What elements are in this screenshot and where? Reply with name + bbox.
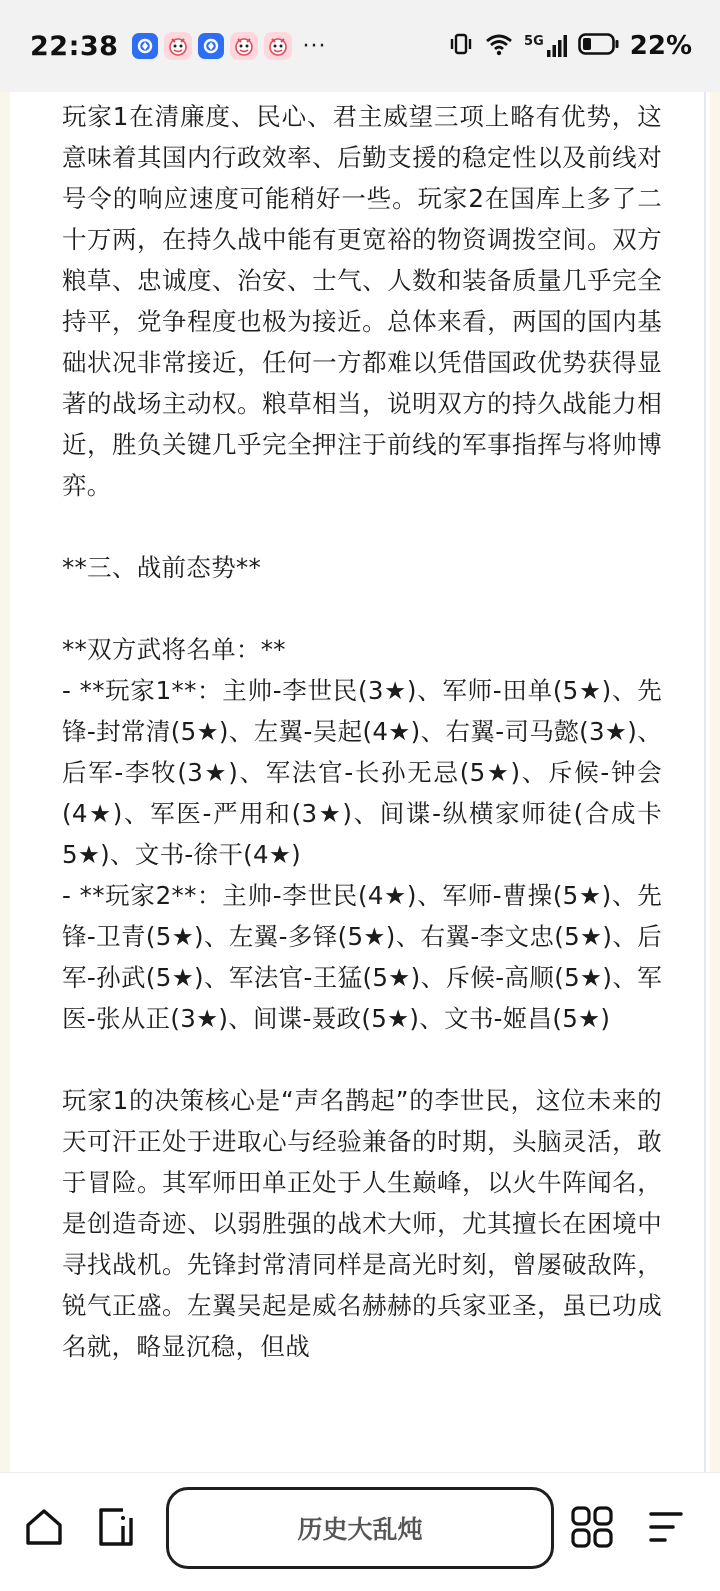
scroll-track: [704, 92, 706, 1472]
battery-percent: 22%: [629, 31, 692, 61]
mascot-notification-icon: [164, 32, 192, 60]
wifi-icon: [484, 32, 514, 60]
article-paragraph: 玩家1的决策核心是“声名鹊起”的李世民，这位未来的天可汗正处于进取心与经验兼备的时期，头脑灵活，敢于冒险。其军师田单正处于人生巅峰，以火牛阵闻名，是创造奇迹、以弱胜强的战术大师，尤其擅长在困境中寻找战机。先锋封常清同样是高光时刻，曾屡破敌阵，锐气正盛。左翼吴起是威名赫赫的兵家亚圣，虽已功成名就，略显沉稳，但战: [62, 1086, 662, 1361]
cellular-signal-icon: [524, 34, 568, 58]
article-paragraph: 玩家1在清廉度、民心、君主威望三项上略有优势，这意味着其国内行政效率、后勤支援的稳定性以及前线对号令的响应速度可能稍好一些。玩家2在国库上多了二十万两，在持久战中能有更宽裕的物资调拨空间。双方粮草、忠诚度、治安、士气、人数和装备质量几乎完全持平，党争程度也极为接近。总体来看，两国的国内基础状况非常接近，任何一方都难以凭借国政优势获得显著的战场主动权。粮草相当，说明双方的持久战能力相近，胜负关键几乎完全押注于前线的军事指挥与将帅博弈。: [62, 102, 662, 500]
roster-heading: **双方武将名单：**: [62, 635, 286, 664]
player1-roster: - **玩家1**：主帅-李世民(3★)、军师-田单(5★)、先锋-封常清(5★)、左翼-吴起(4★)、右翼-司马懿(3★)、后军-李牧(3★)、军法官-长孙无忌(5★)、斥候-钟会(4★)、军医-严用和(3★)、间谍-纵横家师徒(合成卡5★)、文书-徐干(4★): [62, 676, 662, 869]
mascot-notification-icon: [230, 32, 258, 60]
reader-button[interactable]: [88, 1499, 144, 1555]
mascot-notification-icon: [264, 32, 292, 60]
status-bar: [0, 0, 720, 92]
home-icon: [22, 1505, 66, 1549]
article-body: [62, 92, 662, 1367]
app-notification-icon: [132, 33, 158, 59]
network-type-label: 5G: [524, 34, 544, 49]
app-notification-icon: [198, 33, 224, 59]
menu-icon: [645, 1506, 687, 1548]
player2-roster: - **玩家2**：主帅-李世民(4★)、军师-曹操(5★)、先锋-卫青(5★)、左翼-多铎(5★)、右翼-李文忠(5★)、后军-孙武(5★)、军法官-王猛(5★)、斥候-高顺(5★)、军医-张从正(3★)、间谍-聂政(5★)、文书-姬昌(5★): [62, 881, 662, 1033]
status-right: [448, 31, 692, 61]
tab-window-icon: [93, 1504, 139, 1550]
article-container[interactable]: [0, 92, 720, 1472]
battery-icon: [578, 32, 620, 60]
search-input[interactable]: 历史大乱炖: [166, 1487, 554, 1569]
home-button[interactable]: [16, 1499, 72, 1555]
grid-icon: [569, 1504, 615, 1550]
section-heading: **三、战前态势**: [62, 553, 261, 582]
vibrate-icon: [448, 31, 474, 61]
bottom-toolbar: [0, 1472, 720, 1591]
menu-button[interactable]: [638, 1499, 694, 1555]
apps-button[interactable]: [564, 1499, 620, 1555]
more-notifications: ···: [302, 33, 327, 59]
status-time: 22:38: [30, 30, 119, 62]
notification-icons: [132, 32, 326, 60]
